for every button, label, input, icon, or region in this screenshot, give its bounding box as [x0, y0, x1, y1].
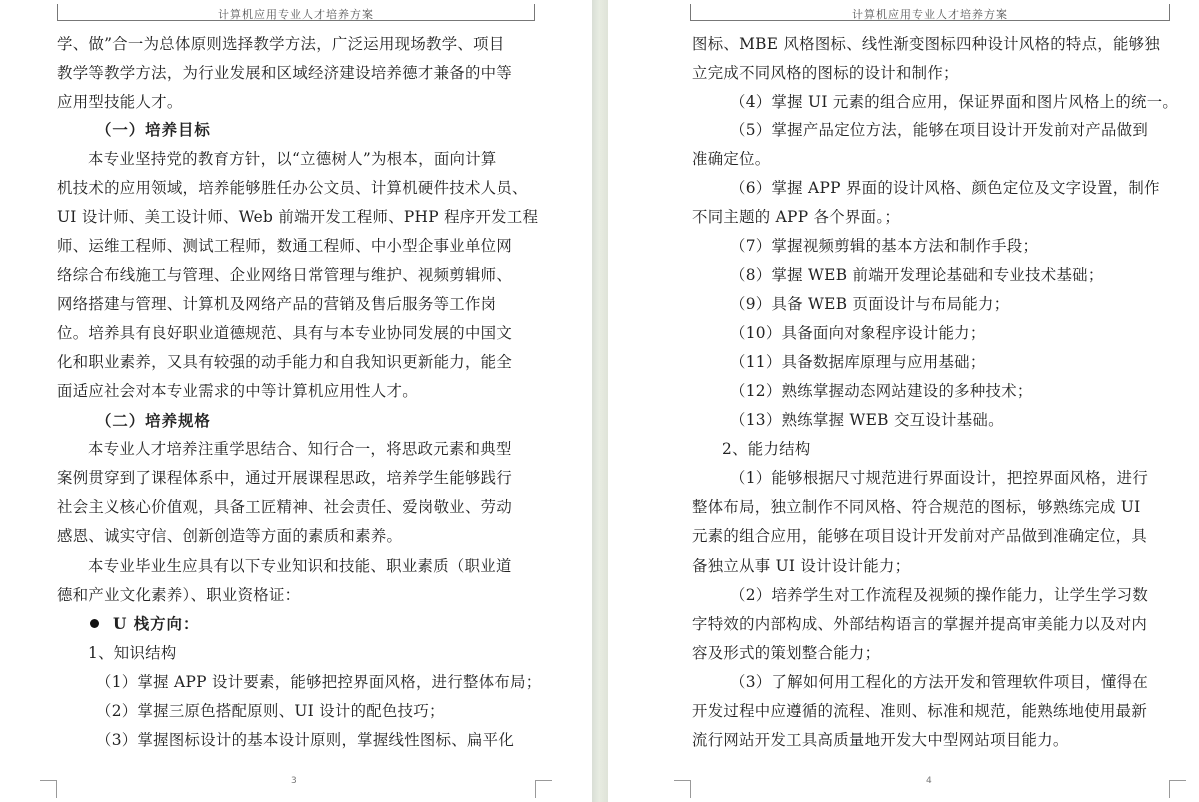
page-number: 3 — [291, 776, 297, 786]
list-item: （12）熟练掌握动态网站建设的多种技术； — [730, 382, 1033, 400]
page-left — [0, 0, 592, 802]
text-line: 立完成不同风格的图标的设计和制作； — [692, 64, 959, 82]
text-line: 位。培养具有良好职业道德规范、具有与本专业协同发展的中国文 — [57, 324, 513, 342]
list-item: （1）能够根据尺寸规范进行界面设计，把控界面风格，进行 — [730, 469, 1149, 487]
text-line: 应用型技能人才。 — [57, 93, 183, 111]
text-line: 感恩、诚实守信、创新创造等方面的素质和素养。 — [57, 527, 403, 545]
list-item: （2）掌握三原色搭配原则、UI 设计的配色技巧； — [96, 702, 445, 720]
text-line: 面适应社会对本专业需求的中等计算机应用性人才。 — [57, 382, 418, 400]
page-header-title: 计算机应用专业人才培养方案 — [218, 8, 374, 21]
text-line: 网络搭建与管理、计算机及网络产品的营销及售后服务等工作岗 — [57, 295, 497, 313]
text-line: 字特效的内部构成、外部结构语言的掌握并提高审美能力以及对内 — [692, 615, 1148, 633]
text-line: 本专业坚持党的教育方针，以“立德树人”为根本，面向计算 — [88, 150, 497, 168]
text-line: 开发过程中应遵循的流程、准则、标准和规范，能熟练地使用最新 — [692, 702, 1148, 720]
text-line: 本专业毕业生应具有以下专业知识和技能、职业素质（职业道 — [88, 557, 512, 575]
text-line: 元素的组合应用，能够在项目设计开发前对产品做到准确定位，具 — [692, 527, 1148, 545]
page-header-title: 计算机应用专业人才培养方案 — [852, 8, 1008, 21]
page-number: 4 — [926, 776, 932, 786]
text-line: 图标、MBE 风格图标、线性渐变图标四种设计风格的特点，能够独 — [692, 35, 1161, 53]
list-item: （8）掌握 WEB 前端开发理论基础和专业技术基础； — [730, 266, 1104, 284]
text-line: 准确定位。 — [692, 150, 771, 168]
list-item: （1）掌握 APP 设计要素，能够把控界面风格，进行整体布局； — [96, 673, 542, 691]
list-item: （3）掌握图标设计的基本设计原则，掌握线性图标、扁平化 — [96, 731, 515, 749]
subheading: 1、知识结构 — [88, 644, 177, 662]
page-right — [608, 0, 1199, 802]
list-item: （5）掌握产品定位方法，能够在项目设计开发前对产品做到 — [730, 121, 1149, 139]
bullet-icon — [90, 619, 99, 628]
text-line: 学、做”合一为总体原则选择教学方法，广泛运用现场教学、项目 — [57, 35, 505, 53]
list-item: （2）培养学生对工作流程及视频的操作能力，让学生学习数 — [730, 586, 1149, 604]
list-item: （11）具备数据库原理与应用基础； — [730, 353, 986, 371]
text-line: 本专业人才培养注重学思结合、知行合一，将思政元素和典型 — [88, 440, 512, 458]
crop-mark — [40, 780, 56, 799]
text-line: 流行网站开发工具高质量地开发大中型网站项目能力。 — [692, 731, 1069, 749]
section-heading: （一）培养目标 — [96, 121, 211, 139]
text-line: 社会主义核心价值观，具备工匠精神、社会责任、爱岗敬业、劳动 — [57, 498, 513, 516]
list-item: （10）具备面向对象程序设计能力； — [730, 324, 986, 342]
list-item: （7）掌握视频剪辑的基本方法和制作手段； — [730, 237, 1039, 255]
text-line: 备独立从事 UI 设计设计能力； — [692, 557, 911, 575]
text-line: 德和产业文化素养）、职业资格证： — [57, 586, 301, 604]
text-line: 化和职业素养，又具有较强的动手能力和自我知识更新能力，能全 — [57, 353, 513, 371]
bullet-heading — [90, 614, 199, 636]
text-line: 不同主题的 APP 各个界面。； — [692, 208, 901, 226]
crop-mark — [56, 780, 73, 798]
text-line: 师、运维工程师、测试工程师，数通工程师、中小型企事业单位网 — [57, 237, 513, 255]
text-line: 教学等教学方法，为行业发展和区域经济建设培养德才兼备的中等 — [57, 64, 513, 82]
crop-mark — [536, 780, 552, 799]
subheading: 2、能力结构 — [722, 440, 811, 458]
crop-mark — [674, 780, 690, 799]
list-item: （9）具备 WEB 页面设计与布局能力； — [730, 295, 1010, 313]
text-line: 机技术的应用领域，培养能够胜任办公文员、计算机硬件技术人员、 — [57, 179, 528, 197]
text-line: UI 设计师、美工设计师、Web 前端开发工程师、PHP 程序开发工程 — [57, 208, 539, 226]
list-item: （6）掌握 APP 界面的设计风格、颜色定位及文字设置，制作 — [730, 179, 1160, 197]
list-item: （13）熟练掌握 WEB 交互设计基础。 — [730, 411, 1004, 429]
crop-mark — [690, 780, 707, 798]
text-line: 整体布局，独立制作不同风格、符合规范的图标，够熟练完成 UI — [692, 498, 1141, 516]
crop-mark — [1170, 780, 1186, 799]
section-heading: （二）培养规格 — [96, 412, 211, 430]
page-gutter — [592, 0, 608, 802]
text-line: 络综合布线施工与管理、企业网络日常管理与维护、视频剪辑师、 — [57, 266, 513, 284]
text-line: 案例贯穿到了课程体系中，通过开展课程思政，培养学生能够践行 — [57, 469, 513, 487]
list-item: （4）掌握 UI 元素的组合应用，保证界面和图片风格上的统一。 — [730, 93, 1179, 111]
bullet-heading-text: U 栈方向： — [113, 615, 200, 633]
list-item: （3）了解如何用工程化的方法开发和管理软件项目，懂得在 — [730, 673, 1149, 691]
text-line: 容及形式的策划整合能力； — [692, 644, 881, 662]
